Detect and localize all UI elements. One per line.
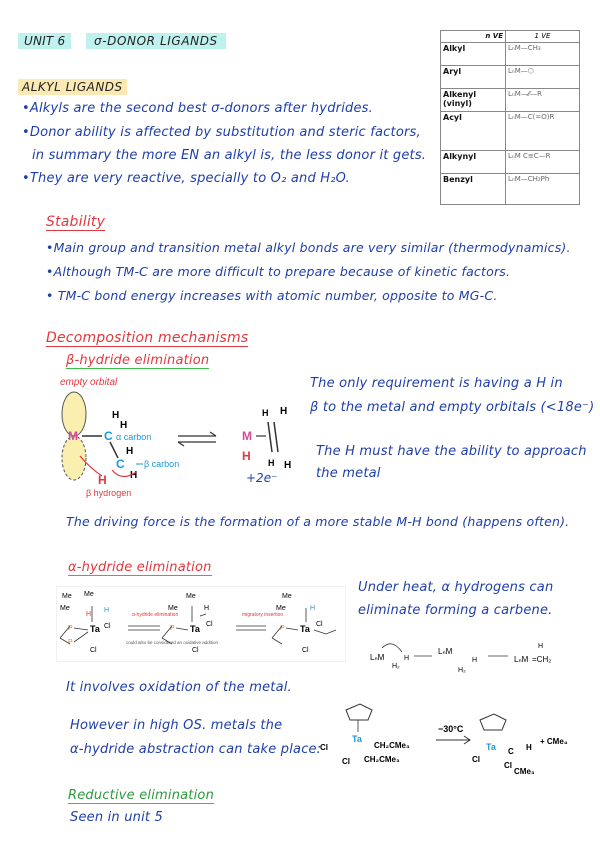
- c-atom: C: [508, 747, 514, 756]
- beta-hydrogen-label: β hydrogen: [86, 488, 132, 498]
- alpha-heading: α-hydride elimination: [68, 560, 212, 575]
- beta-hydrogen-symbol: H: [98, 473, 107, 487]
- alpha-carbon-symbol: C: [104, 429, 113, 443]
- cp-ring: [346, 704, 372, 720]
- alkyl-heading: ALKYL LIGANDS: [18, 79, 127, 95]
- row-label: Alkynyl: [441, 151, 506, 174]
- olefin-bond: [268, 422, 272, 452]
- table-row: [441, 174, 580, 205]
- high-os-text-1: However in high OS. metals the: [70, 718, 283, 733]
- lnm-label: LₙM: [438, 647, 453, 656]
- row-formula: LₙM—C(=O)R: [506, 112, 580, 151]
- h2-label: H₂: [458, 667, 466, 674]
- stability-bullet-2: •Although TM-C are more difficult to prepare because of kinetic factors.: [46, 264, 511, 279]
- beta-carbon-label: β carbon: [144, 459, 180, 469]
- me-label: Me: [282, 593, 292, 600]
- oxidation-text: It involves oxidation of the metal.: [66, 680, 292, 695]
- me-label: Me: [84, 591, 94, 598]
- h-atom: H: [526, 743, 532, 752]
- curved-arrow: [382, 644, 402, 652]
- alkyl-bullet-2: •Donor ability is affected by substitution and steric factors,: [22, 125, 421, 140]
- h-atom: H: [310, 605, 316, 612]
- reductive-text: Seen in unit 5: [70, 810, 163, 825]
- cl-atom: Cl: [316, 621, 323, 628]
- table-row: [441, 112, 580, 151]
- p-atom: P: [68, 625, 73, 632]
- temperature: −30°C: [438, 724, 464, 734]
- cl-atom: Cl: [192, 647, 199, 654]
- table-col-1ve: 1 VE: [506, 31, 580, 43]
- beta-text-2: β to the metal and empty orbitals (<18e⁻): [310, 400, 595, 415]
- c-c-bond: [110, 442, 118, 458]
- p-atom: P: [68, 639, 73, 646]
- alpha-h: H: [86, 611, 92, 618]
- product-hydride: H: [242, 449, 251, 463]
- alkyl-bullet-3: •They are very reactive, specially to O₂ and H₂O.: [22, 171, 350, 186]
- row-label: Aryl: [441, 66, 506, 89]
- olefin-bond: [274, 422, 278, 452]
- h-atom: H: [120, 420, 128, 431]
- table-row: [441, 66, 580, 89]
- cme4: + CMe₄: [540, 737, 568, 746]
- high-os-text-2: α-hydride abstraction can take place:: [70, 742, 322, 757]
- stability-bullet-3: • TM-C bond energy increases with atomic number, opposite to MG-C.: [46, 288, 498, 303]
- arrow-head: [210, 432, 216, 436]
- alpha-caption: α-hydride elimination: [132, 612, 179, 618]
- alkyl-bullet-1: •Alkyls are the second best σ-donors after hydrides.: [22, 101, 373, 116]
- ta-atom: Ta: [486, 742, 496, 752]
- ta-atom: Ta: [300, 624, 310, 634]
- alpha-h: H: [104, 607, 110, 614]
- p-atom: P: [170, 625, 175, 632]
- h2-label: H₂: [392, 663, 400, 670]
- lnm-label: LₙM: [370, 653, 385, 662]
- stability-heading: Stability: [46, 214, 106, 230]
- h-atom: H: [284, 460, 292, 471]
- arrow-head: [178, 442, 184, 446]
- empty-orbital-label: empty orbital: [60, 377, 118, 388]
- cl-atom: Cl: [302, 647, 309, 654]
- cl-atom: Cl: [206, 621, 213, 628]
- table-header-row: [441, 31, 580, 43]
- carbene-scheme: [368, 638, 578, 680]
- table-col-nve: n VE: [441, 31, 506, 43]
- cme3: CMe₃: [514, 767, 535, 776]
- stability-bullet-1: •Main group and transition metal alkyl bonds are very similar (thermodynamics).: [46, 240, 571, 255]
- beta-carbon-symbol: C: [116, 457, 125, 471]
- alpha-text-2: eliminate forming a carbene.: [358, 603, 553, 618]
- me-label: Me: [168, 605, 178, 612]
- h-atom: H: [404, 655, 410, 662]
- ligand-table: [440, 30, 580, 205]
- ch2cme3: CH₂CMe₃: [374, 741, 410, 750]
- driving-force: The driving force is the formation of a more stable M-H bond (happens often).: [66, 514, 570, 529]
- h-atom: H: [268, 458, 275, 468]
- alkyl-bullet-2-cont: in summary the more EN an alkyl is, the less donor it gets.: [32, 148, 427, 163]
- h-atom: H: [538, 643, 544, 650]
- me-label: Me: [60, 605, 70, 612]
- cl-atom: Cl: [90, 647, 97, 654]
- h-atom: H: [204, 605, 210, 612]
- cl-atom: Cl: [342, 757, 350, 766]
- cl-atom: Cl: [320, 743, 328, 752]
- row-label: Acyl: [441, 112, 506, 151]
- table-row: [441, 151, 580, 174]
- table-row: [441, 43, 580, 66]
- alpha-carbon-label: α carbon: [116, 432, 152, 442]
- beta-text-1: The only requirement is having a H in: [310, 376, 563, 391]
- metal-symbol: M: [68, 429, 78, 443]
- h-atom: H: [130, 470, 138, 481]
- plus-electrons: +2e⁻: [246, 471, 278, 485]
- beta-text-4: the metal: [316, 466, 381, 481]
- ch2-label: =CH₂: [532, 655, 552, 664]
- product-metal: M: [242, 429, 252, 443]
- ta-atom: Ta: [190, 624, 200, 634]
- lnm-label: LₙM: [514, 655, 529, 664]
- migratory-caption: migratory insertion: [242, 612, 284, 618]
- p-atom: P: [280, 625, 285, 632]
- row-label: Alkenyl (vinyl): [441, 89, 506, 112]
- page-title: σ-DONOR LIGANDS: [86, 33, 226, 49]
- h-atom: H: [280, 406, 288, 417]
- ta-atom: Ta: [352, 734, 362, 744]
- row-formula: LₙM—⬡: [506, 66, 580, 89]
- ch2cme3: CH₂CMe₃: [364, 755, 400, 764]
- me-label: Me: [276, 605, 286, 612]
- decomposition-heading: Decomposition mechanisms: [46, 330, 249, 346]
- row-formula: LₙM C≡C—R: [506, 151, 580, 174]
- h-atom: H: [472, 657, 478, 664]
- row-formula: LₙM—CH₃: [506, 43, 580, 66]
- beta-heading: β-hydride elimination: [66, 353, 210, 368]
- cp-ring: [480, 714, 506, 730]
- beta-elimination-diagram: [56, 372, 296, 502]
- row-formula: LₙM—CH₂Ph: [506, 174, 580, 205]
- unit-badge: UNIT 6: [18, 33, 71, 49]
- alpha-text-1: Under heat, α hydrogens can: [358, 580, 554, 595]
- beta-text-3: The H must have the ability to approach: [316, 444, 587, 459]
- row-label: Alkyl: [441, 43, 506, 66]
- table-row: [441, 89, 580, 112]
- row-formula: LₙM—⁄⁄—R: [506, 89, 580, 112]
- row-label: Benzyl: [441, 174, 506, 205]
- h-atom: H: [112, 410, 120, 421]
- reductive-heading: Reductive elimination: [68, 788, 215, 803]
- me-label: Me: [62, 593, 72, 600]
- alpha-elimination-diagram: [56, 586, 346, 662]
- h-atom: H: [262, 408, 269, 418]
- oa-caption: could also be considered an oxidative addition: [126, 640, 219, 645]
- h-atom: H: [126, 446, 134, 457]
- ta-atom: Ta: [90, 624, 100, 634]
- abstraction-scheme: [312, 700, 584, 780]
- me-label: Me: [186, 593, 196, 600]
- cl-atom: Cl: [104, 623, 111, 630]
- cl-atom: Cl: [504, 761, 512, 770]
- cl-atom: Cl: [472, 755, 480, 764]
